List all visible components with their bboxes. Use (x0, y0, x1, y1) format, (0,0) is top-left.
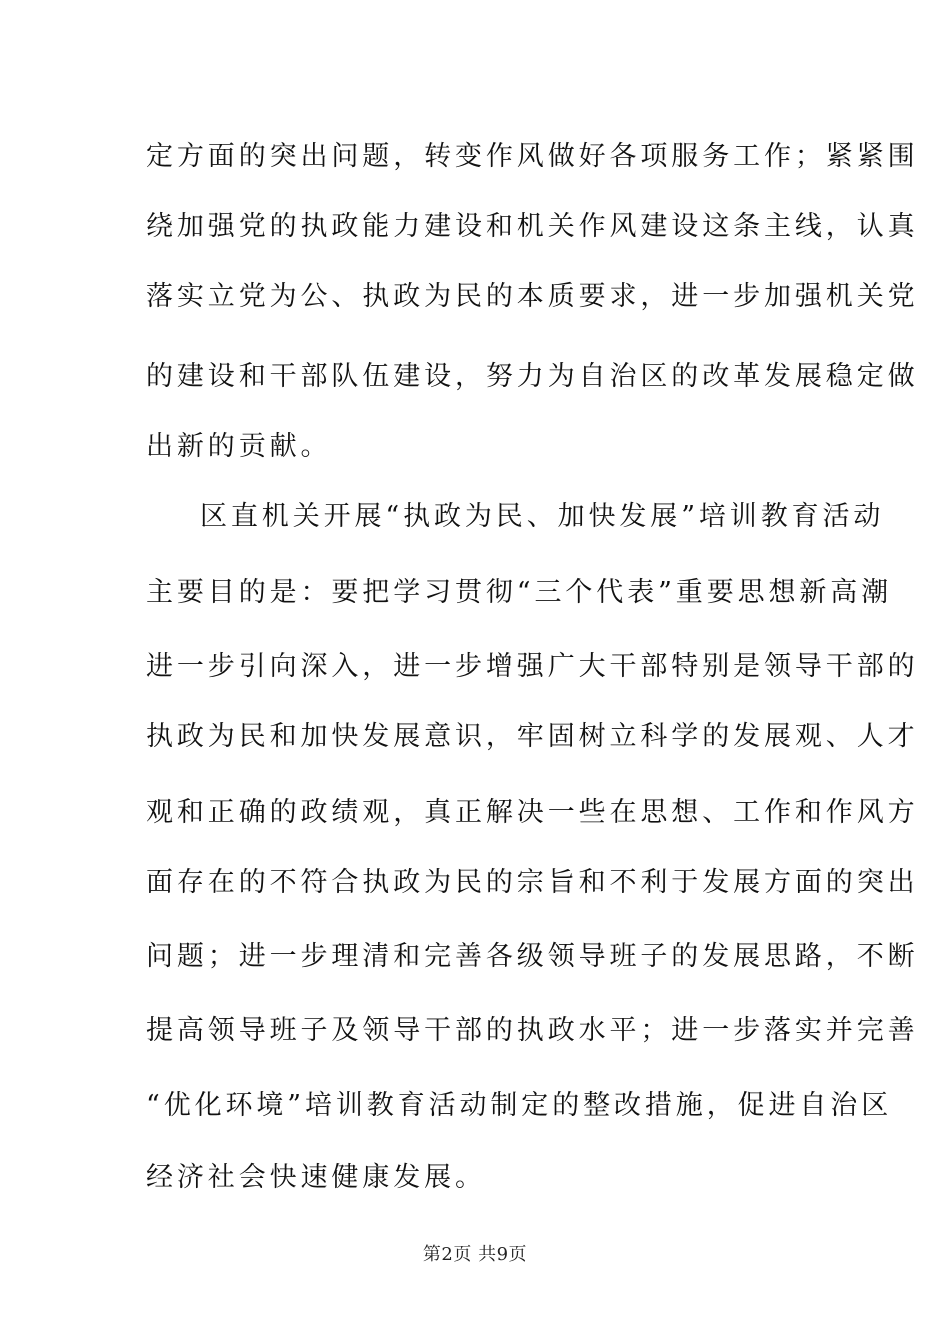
text-line: “优化环境”培训教育活动制定的整改措施，促进自治区 (146, 1090, 893, 1121)
text-line: 出新的贡献。 (146, 431, 332, 462)
text-line: 绕加强党的执政能力建设和机关作风建设这条主线，认真 (146, 211, 919, 242)
page-footer: 第2页 共9页 (422, 1244, 528, 1265)
text-line: 面存在的不符合执政为民的宗旨和不利于发展方面的突出 (146, 867, 919, 898)
text-line: 进一步引向深入，进一步增强广大干部特别是领导干部的 (146, 651, 919, 682)
text-line: 经济社会快速健康发展。 (146, 1162, 486, 1193)
text-line: 区直机关开展“执政为民、加快发展”培训教育活动 (200, 501, 885, 532)
text-line: 执政为民和加快发展意识，牢固树立科学的发展观、人才 (146, 721, 919, 752)
text-line: 主要目的是：要把学习贯彻“三个代表”重要思想新高潮 (146, 577, 893, 608)
text-line: 的建设和干部队伍建设，努力为自治区的改革发展稳定做 (146, 361, 919, 392)
text-line: 定方面的突出问题，转变作风做好各项服务工作；紧紧围 (146, 141, 919, 172)
text-line: 落实立党为公、执政为民的本质要求，进一步加强机关党 (146, 281, 919, 312)
text-line: 观和正确的政绩观，真正解决一些在思想、工作和作风方 (146, 797, 919, 828)
text-line: 问题；进一步理清和完善各级领导班子的发展思路，不断 (146, 941, 919, 972)
text-line: 提高领导班子及领导干部的执政水平；进一步落实并完善 (146, 1015, 919, 1046)
